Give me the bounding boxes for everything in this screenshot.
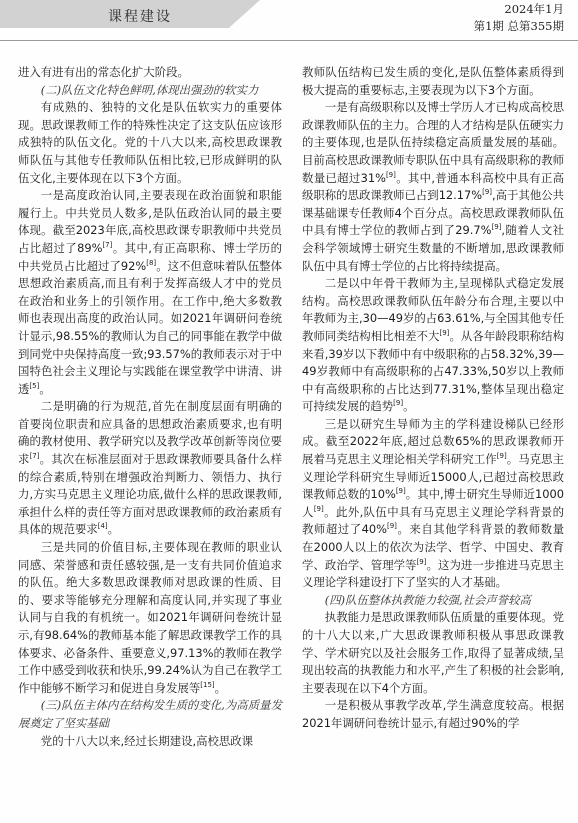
paragraph-text: 。其次在标准层面对于思政课教师要具备什么样的综合素质,特别在增强政治判断力、领悟力、执行力,方实马克思主义理论功底,做什么样的思政课教师,承担什么样的责任等方面对思政课教师的政治素质有具体的规范要求 (18, 452, 282, 537)
paragraph-text: 进入有进有出的常态化扩大阶段。 (18, 65, 189, 79)
paragraph-text: 。从各年龄段职称结构来看,39岁以下教师中有中级职称的占58.32%,39—49岁教师中有高级职称的占47.33%,50岁以上教师中有高级职称的占比达到77.31%,整体呈现出稳定可持续发展的趋势 (302, 328, 564, 414)
left-column (18, 64, 282, 750)
paragraph-text: 。 (107, 522, 120, 537)
body-paragraph (302, 697, 564, 732)
issue-date: 2024年1月 (504, 2, 564, 16)
body-paragraph (18, 99, 282, 187)
paragraph-text: 教师队伍结构已发生质的变化,是队伍整体素质得到极大提高的重要标志,主要表现为以下3个方面。 (302, 65, 564, 97)
body-paragraph (302, 99, 564, 275)
body-paragraph (302, 64, 564, 99)
paragraph-text: 。其中,有正高职称、博士学历的中共党员占比超过了92% (18, 240, 282, 273)
header-rule (0, 40, 578, 41)
paragraph-text: (三)队伍主体内在结构发生质的变化,为高质量发展奠定了坚实基础 (18, 698, 282, 730)
citation-marker: [9] (393, 399, 404, 408)
paragraph-text: 。其中,博士研究生导师近1000人 (302, 487, 564, 519)
paragraph-text: ,高于其他公共课基础课专任教师4个百分点。高校思政课教师队伍中具有博士学位的教师占到了29.7% (302, 188, 565, 238)
citation-marker: [5] (29, 381, 40, 390)
citation-marker: [15] (200, 680, 215, 689)
paragraph-text: 三是以研究生导师为主的学科建设梯队已经形成。截至2022年底,超过总数65%的思政课教师开展着马克思主义理论相关学科研究工作 (302, 416, 564, 467)
citation-marker: [7] (102, 241, 113, 250)
section-title: 课程建设 (108, 9, 172, 25)
citation-marker: [9] (491, 223, 502, 232)
paragraph-text: 。这为进一步推进马克思主义理论学科建设打下了坚实的人才基础。 (302, 557, 564, 590)
paragraph-text: 一是高度政治认同,主要表现在政治面貌和职能履行上。中共党员人数多,是队伍政治认同的最主要体现。截至2023年底,高校思政课专职教师中共党员占比超过了89% (18, 188, 282, 255)
paragraph-text: 。马克思主义理论学科研究生导师近15000人,已超过高校思政课教师总数的10% (302, 452, 564, 502)
paragraph-text: 。此外,队伍中具有马克思主义理论学科背景的教师超过了40% (302, 504, 564, 537)
citation-marker: [9] (416, 557, 427, 566)
paragraph-text: 执教能力是思政课教师队伍质量的重要体现。党的十八大以来,广大思政课教师积极从事思政课教学、学术研究以及社会服务工作,取得了显著成绩,呈现出较高的执教能力和水平,产生了积极的社会影响,主要表现在以下4个方面。 (302, 610, 565, 695)
citation-marker: [7] (29, 452, 40, 461)
paragraph-text: 。其中,普通本科高校中具有正高级职称的思政课教师已占到12.17% (302, 170, 564, 203)
citation-marker: [9] (313, 505, 324, 514)
citation-marker: [9] (482, 188, 493, 197)
paragraph-text: 一是有高级职称以及博士学历人才已构成高校思政课教师队伍的主力。合理的人才结构是队伍硬实力的主要体现,也是队伍持续稳定高质量发展的基础。目前高校思政课教师专职队伍中具有高级职称的教师数量已超过31% (302, 100, 565, 185)
paragraph-text: 二是明确的行为规范,首先在制度层面有明确的首要岗位职责和应具备的思想政治素质要求,也有明确的教材使用、教学研究以及教学改革创新等岗位要求 (18, 399, 282, 467)
paragraph-text: 。来自其他学科背景的教师数量在2000人以上的依次为法学、哲学、中国史、教育学、政治学、管理学等 (302, 522, 564, 572)
issue-info (474, 1, 564, 35)
body-paragraph (302, 609, 564, 697)
paragraph-text: (二)队伍文化特色鲜明,体现出强劲的软实力 (40, 82, 259, 97)
paragraph-text: 。这不但意味着队伍整体思想政治素质高,而且有利于发挥高级人才中的党员在政治和业务上的引领作用。在工作中,绝大多数教师也表现出高度的政治认同。如2021年调研问卷统计显示,98.55%的教师认为自己的同事能在教学中做到同党中央保持高度一致;93.57%的教师表示对于中国特色社会主义理论与实践能在课堂教学中讲清、讲透 (18, 258, 282, 396)
section-subheading (302, 592, 564, 610)
paragraph-text: 。 (403, 399, 415, 414)
body-paragraph (302, 416, 564, 592)
paragraph-text: 三是共同的价值目标,主要体现在教师的职业认同感、荣誉感和责任感较强,是一支有共同价值追求的队伍。绝大多数思政课教师对思政课的性质、目的、要求等能够充分理解和高度认同,并实现了事业认同与自我的有机统一。如2021年调研问卷统计显示,有98.64%的教师基本能了解思政课教学工作的具体要求、必备条件、重要意义,97.13%的教师在教学工作中感受到收获和快乐,99.24%认为自己在教学工作中能够不断学习和促进自身发展等 (18, 540, 282, 695)
body-paragraph (18, 187, 282, 398)
citation-marker: [9] (387, 522, 397, 531)
paragraph-text: 有成熟的、独特的文化是队伍软实力的重要体现。思政课教师工作的特殊性决定了这支队伍应该形成独特的队伍文化。党的十八大以来,高校思政课教师队伍与其他专任教师队伍相比较,已形成鲜明的队伍文化,主要体现在以下3个方面。 (18, 100, 282, 185)
right-column (302, 64, 564, 733)
citation-marker: [9] (439, 329, 450, 338)
body-paragraph (18, 398, 282, 539)
citation-marker: [9] (395, 487, 406, 496)
section-subheading (18, 697, 282, 732)
body-paragraph (18, 64, 282, 82)
paragraph-text: (四)队伍整体执教能力较强,社会声誉较高 (324, 592, 531, 607)
paragraph-text: 。 (214, 680, 227, 695)
citation-marker: [9] (385, 170, 396, 179)
page-header (0, 0, 578, 40)
paragraph-text: 。 (39, 381, 51, 396)
section-subheading (18, 82, 282, 100)
paragraph-text: 二是以中年骨干教师为主,呈现梯队式稳定发展结构。高校思政课教师队伍年龄分布合理,主要以中年教师为主,30—49岁的占63.61%,与全国其他专任教师同类结构相比相差不大 (302, 276, 564, 343)
body-paragraph (302, 275, 564, 416)
citation-marker: [8] (146, 258, 157, 267)
paragraph-text: 党的十八大以来,经过长期建设,高校思政课 (40, 733, 254, 748)
body-paragraph (18, 733, 282, 751)
paragraph-text: ,随着人文社会科学领域博士研究生数量的不断增加,思政课教师队伍中具有博士学位的占比将持续提高。 (302, 223, 565, 273)
body-paragraph (18, 539, 282, 697)
citation-marker: [9] (496, 452, 507, 461)
citation-marker: [4] (97, 522, 108, 531)
paragraph-text: 一是积极从事教学改革,学生满意度较高。根据2021年调研问卷统计显示,有超过90%的学 (302, 698, 564, 730)
issue-number: 第1期 总第355期 (473, 19, 564, 33)
